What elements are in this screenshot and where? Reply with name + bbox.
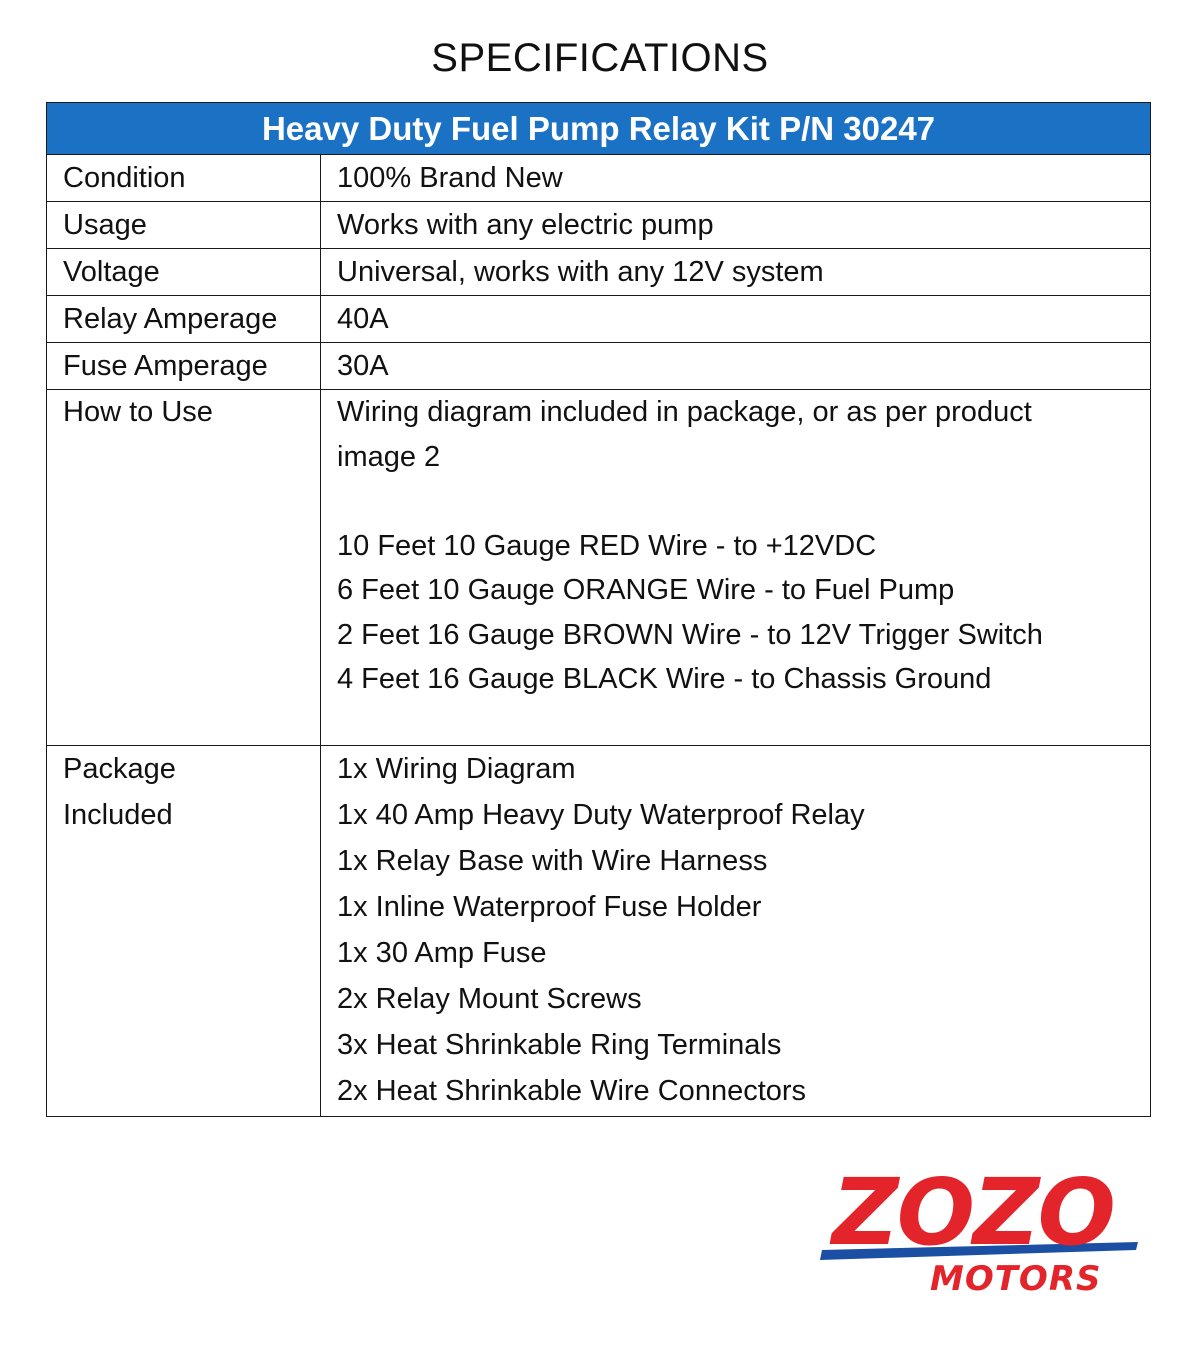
row-label-usage: Usage [47, 202, 321, 249]
package-item: 2x Heat Shrinkable Wire Connectors [337, 1075, 807, 1107]
zozo-motors-logo [818, 1168, 1158, 1298]
table-row-how-to-use [47, 390, 1151, 746]
page-title: SPECIFICATIONS [431, 36, 769, 80]
table-row [47, 249, 1151, 296]
row-label-package: Package Included [47, 746, 321, 1117]
wire-item: 4 Feet 16 Gauge BLACK Wire - to Chassis Ground [337, 663, 992, 695]
row-value-relay-amperage: 40A [321, 296, 1151, 343]
package-item: 2x Relay Mount Screws [337, 983, 642, 1015]
logo-sub-text: MOTORS [930, 1259, 1102, 1298]
logo-brand-text: ZOZO [832, 1168, 1114, 1266]
wire-item: 2 Feet 16 Gauge BROWN Wire - to 12V Trigger Switch [337, 618, 1043, 651]
table-row-package [47, 746, 1151, 1117]
row-label-voltage: Voltage [47, 249, 321, 296]
row-label-relay-amperage: Relay Amperage [47, 296, 321, 343]
row-value-voltage: Universal, works with any 12V system [321, 249, 1151, 296]
package-item: 3x Heat Shrinkable Ring Terminals [337, 1029, 782, 1061]
row-value-fuse-amperage: 30A [321, 343, 1151, 390]
row-label-condition: Condition [47, 155, 321, 202]
table-row [47, 202, 1151, 249]
table-header-row [47, 103, 1151, 155]
row-value-how-to-use [321, 390, 1151, 746]
table-row [47, 296, 1151, 343]
row-label-fuse-amperage: Fuse Amperage [47, 343, 321, 390]
table-header: Heavy Duty Fuel Pump Relay Kit P/N 30247 [47, 103, 1151, 155]
table-row [47, 343, 1151, 390]
package-item: 1x Relay Base with Wire Harness [337, 845, 768, 877]
package-item: 1x Wiring Diagram [337, 753, 576, 785]
wire-item: 6 Feet 10 Gauge ORANGE Wire - to Fuel Pump [337, 574, 955, 606]
package-item: 1x 30 Amp Fuse [337, 937, 547, 969]
row-value-condition: 100% Brand New [321, 155, 1151, 202]
row-value-package [321, 746, 1151, 1117]
package-item: 1x Inline Waterproof Fuse Holder [337, 891, 762, 923]
how-to-use-intro-line2: image 2 [337, 440, 441, 473]
spec-table [46, 102, 1151, 1117]
wire-item: 10 Feet 10 Gauge RED Wire - to +12VDC [337, 529, 877, 562]
how-to-use-intro-line1: Wiring diagram included in package, or as per product [337, 396, 1032, 428]
row-label-how-to-use: How to Use [47, 390, 321, 746]
table-row [47, 155, 1151, 202]
package-item: 1x 40 Amp Heavy Duty Waterproof Relay [337, 799, 865, 831]
row-value-usage: Works with any electric pump [321, 202, 1151, 249]
